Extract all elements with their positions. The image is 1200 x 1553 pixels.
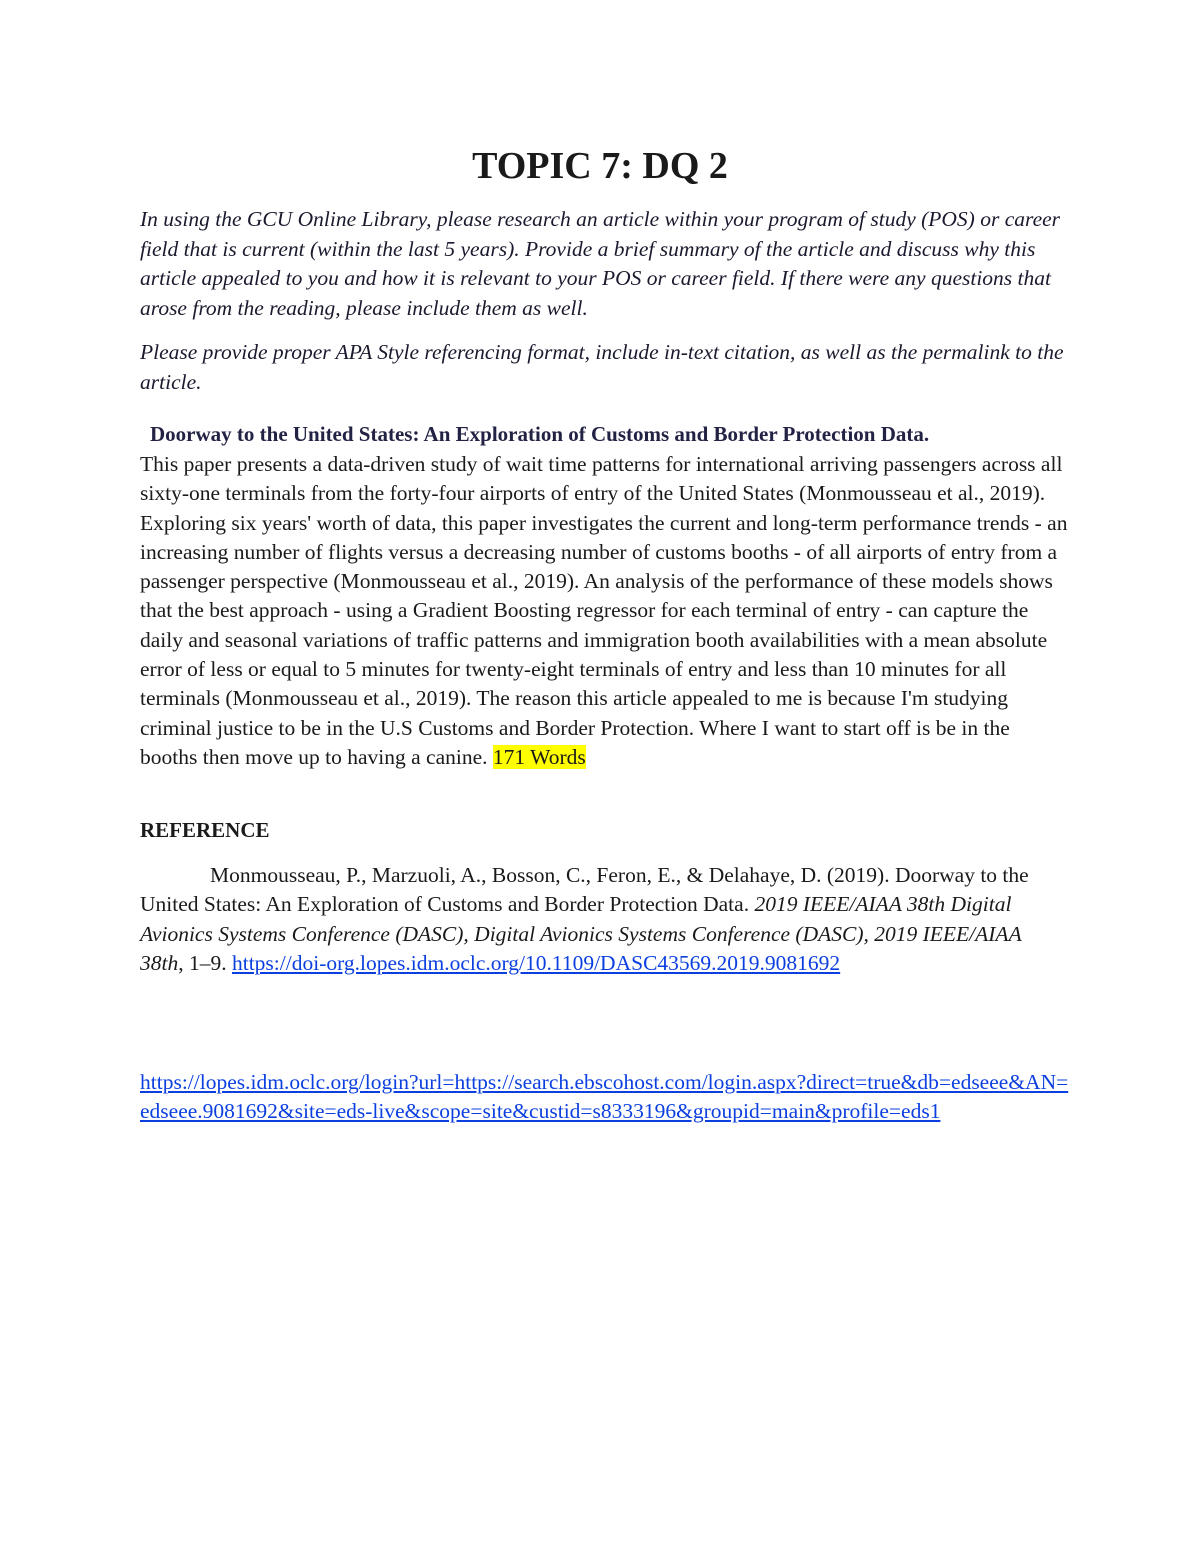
- permalink-paragraph: [140, 1068, 1070, 1127]
- prompt-paragraph-1: In using the GCU Online Library, please research an article within your program of study (POS) or career field that is current (within the last 5 years). Provide a brief summary of the article and discuss why this article appealed to you and how it is relevant to your POS or career field. If there were any questions that arose from the reading, please include them as well.: [140, 207, 1061, 320]
- article-body: This paper presents a data-driven study of wait time patterns for international arriving passengers across all sixty-one terminals from the forty-four airports of entry of the United States (Monmousseau et al., 2019). Exploring six years' worth of data, this paper investigates the current and long-term performance trends - an increasing number of flights versus a decreasing number of customs booths - of all airports of entry from a passenger perspective (Monmousseau et al., 2019). An analysis of the performance of these models shows that the best approach - using a Gradient Boosting regressor for each terminal of entry - can capture the daily and seasonal variations of traffic patterns and immigration booth availabilities with a mean absolute error of less or equal to 5 minutes for twenty-eight terminals of entry and less than 10 minutes for all terminals (Monmousseau et al., 2019). The reason this article appealed to me is because I'm studying criminal justice to be in the U.S Customs and Border Protection. Where I want to start off is be in the booths then move up to having a canine.: [140, 452, 1068, 769]
- reference-pages: , 1–9.: [178, 950, 227, 975]
- permalink-link[interactable]: https://lopes.idm.oclc.org/login?url=https://search.ebscohost.com/login.aspx?direct=true&db=edseee&AN=edseee.9081692&site=eds-live&scope=site&custid=s8333196&groupid=main&profile=eds1: [140, 1070, 1069, 1124]
- article-summary: [140, 450, 1070, 772]
- prompt-paragraph-2: Please provide proper APA Style referencing format, include in-text citation, as well as the permalink to the article.: [140, 340, 1064, 394]
- reference-heading: REFERENCE: [140, 818, 270, 842]
- reference-source: 2019 IEEE/AIAA 38th Digital Avionics Systems Conference (DASC), Digital Avionics Systems Conference (DASC), 2019 IEEE/AIAA 38th: [140, 892, 1022, 975]
- reference-entry: [140, 861, 1070, 978]
- page-title: TOPIC 7: DQ 2: [472, 145, 728, 187]
- doi-link[interactable]: https://doi-org.lopes.idm.oclc.org/10.1109/DASC43569.2019.9081692: [231, 950, 841, 975]
- article-title: Doorway to the United States: An Exploration of Customs and Border Protection Data.: [150, 422, 930, 446]
- word-count: 171 Words: [492, 744, 586, 769]
- reference-authors: Monmousseau, P., Marzuoli, A., Bosson, C., Feron, E., & Delahaye, D. (2019). Doorway to the United States: An Exploration of Customs and Border Protection Data.: [140, 863, 1029, 917]
